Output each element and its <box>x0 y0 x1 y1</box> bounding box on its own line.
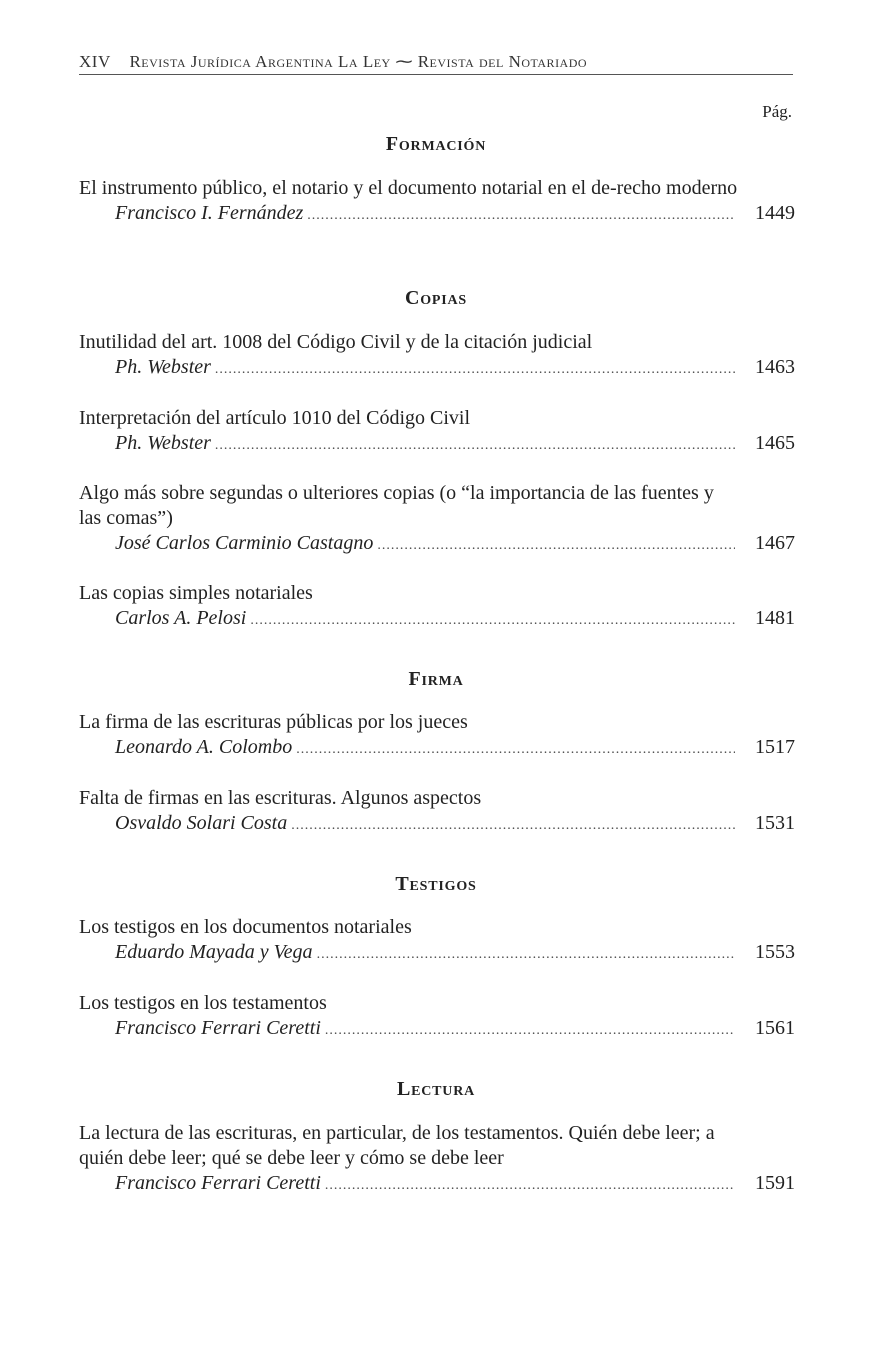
entry-page-number: 1449 <box>755 202 795 224</box>
entry-author-line <box>79 355 795 382</box>
entry-page-number: 1553 <box>755 941 795 963</box>
entry-author: Francisco Ferrari Ceretti <box>115 1172 321 1194</box>
toc-entry <box>79 991 795 1043</box>
entry-author: Osvaldo Solari Costa <box>115 812 288 834</box>
entry-title: Inutilidad del art. 1008 del Código Civil y de la citación judicial <box>79 331 593 353</box>
entry-page-number: 1517 <box>755 736 795 758</box>
entry-page-number: 1465 <box>755 432 795 454</box>
entry-author: José Carlos Carminio Castagno <box>115 532 374 554</box>
entry-author-line <box>79 201 795 228</box>
entry-title: La firma de las escrituras públicas por los jueces <box>79 711 468 733</box>
section-heading-formacion: Formación <box>385 133 487 155</box>
running-header <box>79 52 793 75</box>
section-heading-copias: Copias <box>404 287 468 309</box>
toc-entry <box>79 1121 795 1198</box>
entry-page-number: 1467 <box>755 532 795 554</box>
dot-leader <box>250 608 735 633</box>
dot-leader <box>215 357 735 382</box>
entry-page-number: 1561 <box>755 1017 795 1039</box>
section-heading-firma: Firma <box>408 668 464 690</box>
entry-title: Interpretación del artículo 1010 del Código Civil <box>79 407 471 429</box>
toc-entry <box>79 176 795 228</box>
entry-title: Algo más sobre segundas o ulteriores copias (o “la importancia de las fuentes y las comas”) <box>79 482 714 529</box>
entry-title: La lectura de las escrituras, en particular, de los testamentos. Quién debe leer; a quién debe leer; qué se debe leer y cómo se debe leer <box>79 1122 715 1169</box>
entry-author-line <box>79 940 795 967</box>
toc-entry <box>79 786 795 838</box>
entry-title: Las copias simples notariales <box>79 582 313 604</box>
entry-page-number: 1463 <box>755 356 795 378</box>
page-column-label: Pág. <box>762 102 792 121</box>
entry-author-line <box>79 811 795 838</box>
entry-author-line <box>79 431 795 458</box>
entry-page-number: 1591 <box>755 1172 795 1194</box>
toc-entry <box>79 710 795 762</box>
entry-author-line <box>79 606 795 633</box>
dot-leader <box>325 1018 735 1043</box>
entry-page-number: 1481 <box>755 607 795 629</box>
entry-author-line <box>79 1171 795 1198</box>
entry-author: Francisco Ferrari Ceretti <box>115 1017 321 1039</box>
running-title: Revista Jurídica Argentina La Ley ⁓ Revista del Notariado <box>129 52 588 71</box>
dot-leader <box>307 203 735 228</box>
entry-author: Carlos A. Pelosi <box>115 607 247 629</box>
dot-leader <box>291 813 735 838</box>
entry-author-line <box>79 1016 795 1043</box>
entry-title: Los testigos en los testamentos <box>79 992 327 1014</box>
entry-author: Francisco I. Fernández <box>115 202 304 224</box>
entry-author-line <box>79 531 795 558</box>
toc-entry <box>79 581 795 633</box>
section-heading-lectura: Lectura <box>396 1078 476 1100</box>
dot-leader <box>296 737 735 762</box>
entry-author-line <box>79 735 795 762</box>
entry-title: Falta de firmas en las escrituras. Algunos aspectos <box>79 787 482 809</box>
entry-author: Ph. Webster <box>115 432 211 454</box>
entry-title: Los testigos en los documentos notariales <box>79 916 412 938</box>
entry-page-number: 1531 <box>755 812 795 834</box>
entry-author: Ph. Webster <box>115 356 211 378</box>
page-folio: XIV <box>79 52 111 71</box>
section-heading-testigos: Testigos <box>395 873 477 895</box>
toc-entry <box>79 915 795 967</box>
entry-author: Leonardo A. Colombo <box>115 736 293 758</box>
entry-title: El instrumento público, el notario y el documento notarial en el de-recho moderno <box>79 177 738 199</box>
dot-leader <box>325 1173 735 1198</box>
dot-leader <box>377 533 735 558</box>
toc-entry <box>79 406 795 458</box>
dot-leader <box>215 433 735 458</box>
entry-author: Eduardo Mayada y Vega <box>115 941 313 963</box>
toc-entry <box>79 481 795 558</box>
toc-entry <box>79 330 795 382</box>
dot-leader <box>317 942 735 967</box>
